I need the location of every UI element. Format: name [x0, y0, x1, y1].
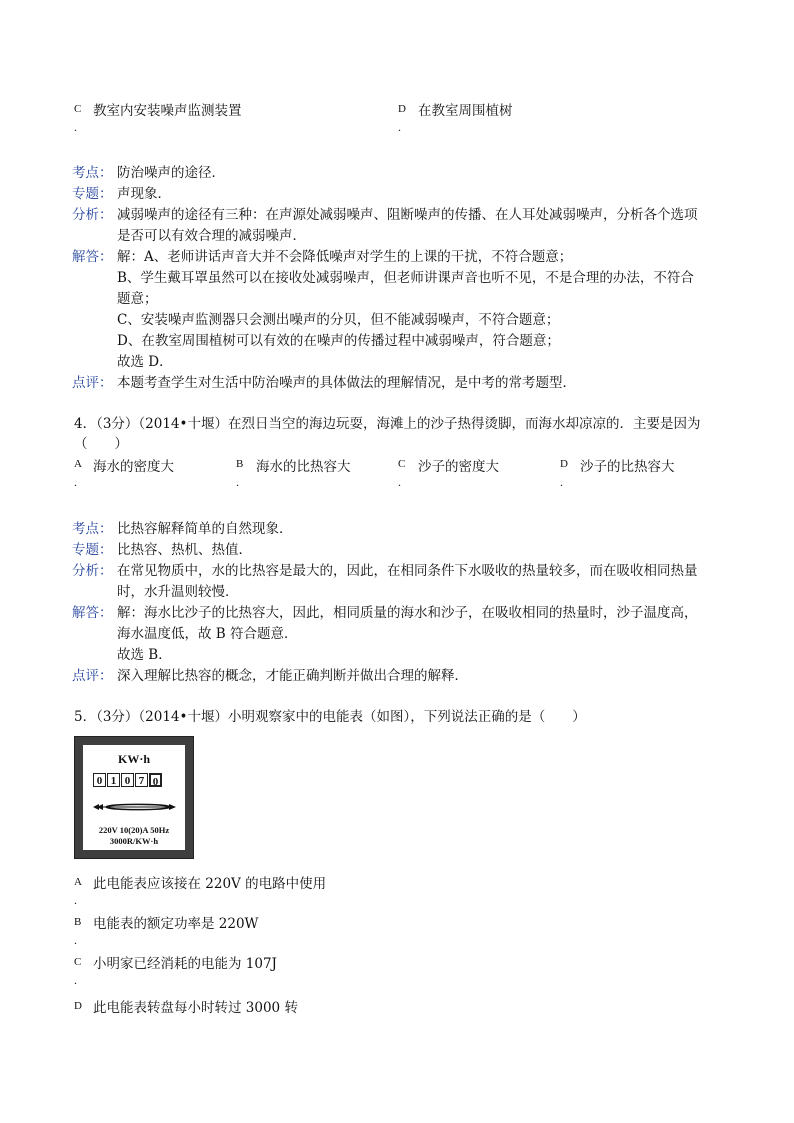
q3-zhuanti: 声现象．	[117, 186, 171, 202]
q4-kaodian: 比热容解释简单的自然现象．	[117, 521, 293, 537]
q3-jieda-line: 故选 D．	[117, 354, 173, 370]
q4-option-a-text: 海水的密度大	[93, 459, 174, 475]
q4-jieda-label: 解答：	[72, 605, 113, 621]
q3-option-c-dot: .	[74, 120, 77, 134]
meter-digit-counter	[93, 773, 162, 787]
q5-option-a-letter: A	[74, 876, 82, 888]
q4-zhuanti: 比热容、热机、热值．	[117, 542, 252, 558]
q4-option-b-text: 海水的比热容大	[256, 459, 351, 475]
meter-digit: 0	[121, 773, 134, 787]
q3-option-d-dot: .	[398, 120, 401, 134]
q4-option-a-dot: .	[74, 475, 77, 489]
q4-stem-paren: （ ）	[74, 436, 128, 452]
meter-spec-revolutions: 3000R/KW·h	[109, 836, 159, 846]
q3-dianping: 本题考查学生对生活中防治噪声的具体做法的理解情况，是中考的常考题型．	[117, 375, 576, 391]
q4-jieda-line: 解：海水比沙子的比热容大，因此，相同质量的海水和沙子，在吸收相同的热量时，沙子温度高，	[117, 605, 698, 621]
q5-option-a-text: 此电能表应该接在 220V 的电路中使用	[93, 876, 327, 892]
q4-dianping: 深入理解比热容的概念，才能正确判断并做出合理的解释．	[117, 668, 468, 684]
q3-jieda-line: D、在教室周围植树可以有效的在噪声的传播过程中减弱噪声，符合题意；	[117, 333, 560, 349]
q4-option-c-dot: .	[398, 475, 401, 489]
q3-option-d-letter: D	[398, 103, 406, 115]
q4-option-d-letter: D	[560, 458, 568, 470]
rotating-disk-icon	[91, 801, 177, 813]
q5-option-b-text: 电能表的额定功率是 220W	[93, 916, 259, 932]
q3-jieda-line: 解：A、老师讲话声音大并不会降低噪声对学生的上课的干扰，不符合题意；	[117, 249, 573, 265]
q4-dianping-label: 点评：	[72, 668, 113, 684]
q4-option-a-letter: A	[74, 458, 82, 470]
meter-digit: 7	[135, 773, 148, 787]
q4-stem: 4．（3分）（2014•十堰）在烈日当空的海边玩耍，海滩上的沙子热得烫脚，而海水却凉凉的．主要是因为	[74, 416, 701, 432]
q5-option-b-letter: B	[74, 916, 82, 928]
q4-zhuanti-label: 专题：	[72, 542, 113, 558]
q5-option-a-dot: .	[74, 893, 77, 907]
q5-option-d-letter: D	[74, 1000, 82, 1012]
q4-option-d-text: 沙子的比热容大	[580, 459, 675, 475]
q3-kaodian: 防治噪声的途径．	[117, 165, 225, 181]
q3-zhuanti-label: 专题：	[72, 186, 113, 202]
meter-face	[83, 745, 185, 850]
meter-spec-rating: 220V 10(20)A 50Hz	[98, 825, 170, 835]
q5-stem: 5．（3分）（2014•十堰）小明观察家中的电能表（如图），下列说法正确的是（ ）	[74, 709, 586, 725]
q4-option-c-letter: C	[398, 458, 406, 470]
meter-digit: 0	[93, 773, 106, 787]
q4-fenxi-label: 分析：	[72, 563, 113, 579]
q5-option-b-dot: .	[74, 933, 77, 947]
q4-fenxi-line: 时，水升温则较慢．	[117, 584, 239, 600]
q5-option-c-text: 小明家已经消耗的电能为 107J	[93, 956, 277, 972]
q3-jieda-line: 题意；	[117, 291, 158, 307]
q3-kaodian-label: 考点：	[72, 165, 113, 181]
q4-option-c-text: 沙子的密度大	[418, 459, 499, 475]
q5-option-c-letter: C	[74, 956, 82, 968]
q5-option-d-text: 此电能表转盘每小时转过 3000 转	[93, 1000, 298, 1016]
q3-dianping-label: 点评：	[72, 375, 113, 391]
q3-option-c-text: 教室内安装噪声监测装置	[93, 103, 242, 119]
q4-jieda-line: 海水温度低，故 B 符合题意．	[117, 626, 298, 642]
q3-option-d-text: 在教室周围植树	[418, 103, 513, 119]
q4-option-d-dot: .	[560, 475, 563, 489]
q4-option-b-letter: B	[236, 458, 244, 470]
q5-option-c-dot: .	[74, 973, 77, 987]
q4-kaodian-label: 考点：	[72, 521, 113, 537]
q3-jieda-line: C、安装噪声监测器只会测出噪声的分贝，但不能减弱噪声，不符合题意；	[117, 312, 560, 328]
meter-digit: 1	[107, 773, 120, 787]
q4-jieda-line: 故选 B．	[117, 647, 172, 663]
meter-unit-label: KW·h	[117, 752, 150, 766]
q3-jieda-label: 解答：	[72, 249, 113, 265]
electric-meter-figure	[74, 736, 194, 859]
q4-option-b-dot: .	[236, 475, 239, 489]
q3-option-c-letter: C	[74, 103, 82, 115]
q4-fenxi-line: 在常见物质中，水的比热容是最大的，因此，在相同条件下水吸收的热量较多，而在吸收相同热量	[117, 563, 698, 579]
q3-jieda-line: B、学生戴耳罩虽然可以在接收处减弱噪声，但老师讲课声音也听不见，不是合理的办法，不符合	[117, 270, 694, 286]
q3-fenxi-label: 分析：	[72, 207, 113, 223]
q3-fenxi-line: 是否可以有效合理的减弱噪声．	[117, 228, 306, 244]
meter-digit: 0	[149, 773, 162, 787]
q3-fenxi-line: 减弱噪声的途径有三种：在声源处减弱噪声、阻断噪声的传播、在人耳处减弱噪声，分析各个选项	[117, 207, 698, 223]
